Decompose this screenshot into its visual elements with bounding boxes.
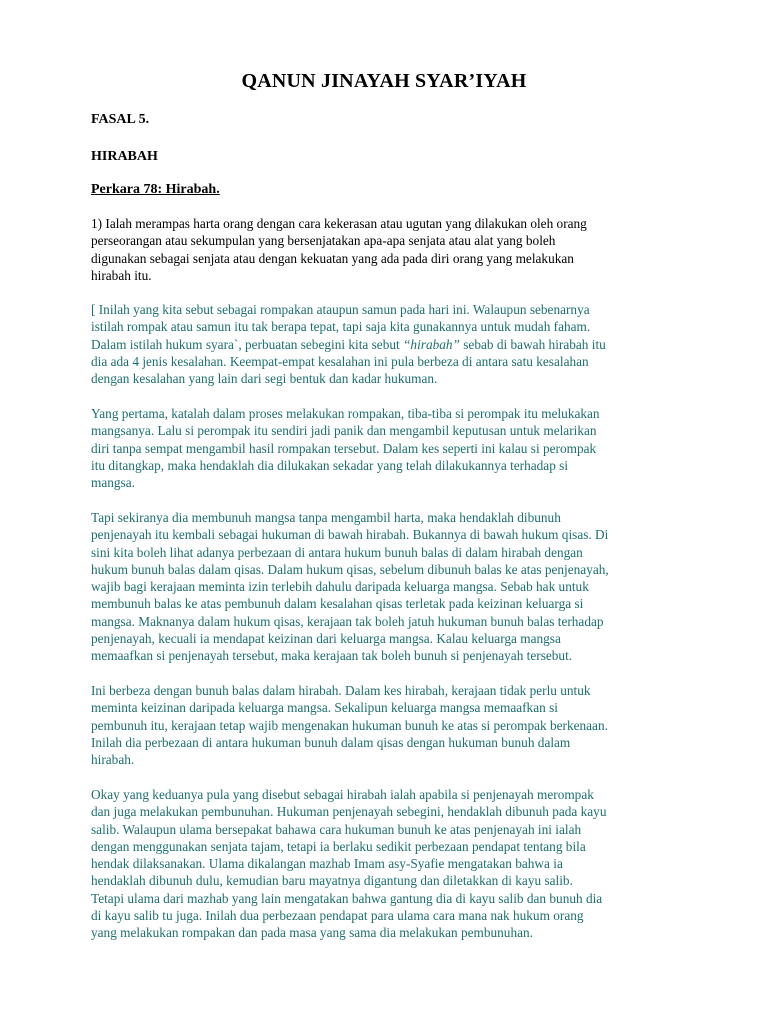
commentary-paragraph bbox=[91, 786, 691, 942]
text-line: [ Inilah yang kita sebut sebagai rompakan ataupun samun pada hari ini. Walaupun sebenarnya bbox=[91, 302, 590, 317]
text-line: yang melakukan rompakan dan pada masa yang sama dia melakukan pembunuhan. bbox=[91, 925, 533, 941]
text-line: hendak dilaksanakan. Ulama dikalangan mazhab Imam asy-Syafie mengatakan bahwa ia bbox=[91, 856, 563, 872]
text-line: hirabah itu. bbox=[91, 267, 152, 283]
text-line: istilah rompak atau samun itu tak berapa tepat, tapi saja kita gunakannya untuk mudah faham. bbox=[91, 319, 591, 335]
text-line: dengan menggunakan senjata tajam, tetapi ia berlaku sedikit perbezaan pendapat tentang bila bbox=[91, 838, 586, 854]
text-line: di kayu salib tu juga. Inilah dua perbezaan pendapat para ulama cara mana nak hukum orang bbox=[91, 908, 584, 924]
text-line: wajib bagi kerajaan meminta izin terlebih dahulu daripada keluarga mangsa. Sebab hak untuk bbox=[91, 579, 589, 595]
text-line: dengan kesalahan yang lain dari segi bentuk dan kadar hukuman. bbox=[91, 371, 438, 387]
text-line: itu ditangkap, maka hendaklah dia dilukakan sekadar yang telah dilakukannya terhadap si bbox=[91, 457, 569, 473]
text-line: mangsa. Maknanya dalam hukum qisas, kerajaan tak boleh jatuh hukuman bunuh balas terhadap bbox=[91, 613, 604, 629]
text-line: dia ada 4 jenis kesalahan. Keempat-empat kesalahan ini pula berbeza di antara satu kesalahan bbox=[91, 353, 589, 369]
text-line: mangsa. bbox=[91, 475, 135, 491]
text-line: Okay yang keduanya pula yang disebut sebagai hirabah ialah apabila si penjenayah merompak bbox=[91, 787, 594, 802]
text-line: hukum bunuh balas dalam qisas. Dalam hukum qisas, sebelum dibunuh balas ke atas penjenayah, bbox=[91, 561, 609, 577]
text-line: Yang pertama, katalah dalam proses melakukan rompakan, tiba-tiba si perompak itu melukakan bbox=[91, 406, 600, 421]
text-line: meminta keizinan daripada keluarga mangsa. Sekalipun keluarga mangsa memaafkan si bbox=[91, 700, 558, 716]
text-line: hirabah. bbox=[91, 752, 135, 768]
text-line: mangsanya. Lalu si perompak itu sendiri jadi panik dan mengambil keputusan untuk melarikan bbox=[91, 423, 597, 439]
text-line: Tapi sekiranya dia membunuh mangsa tanpa mengambil harta, maka hendaklah dibunuh bbox=[91, 510, 561, 525]
chapter-heading: FASAL 5. bbox=[91, 112, 150, 127]
text-line: Dalam istilah hukum syara`, perbuatan sebegini kita sebut “hirabah” sebab di bawah hirabah itu bbox=[91, 336, 606, 352]
text-line: digunakan sebagai senjata atau dengan kekuatan yang ada pada diri orang yang melakukan bbox=[91, 250, 574, 266]
text-line: sini kita boleh lihat adanya perbezaan di antara hukum bunuh balas di dalam hirabah dengan bbox=[91, 544, 583, 560]
text-line: Ini berbeza dengan bunuh balas dalam hirabah. Dalam kes hirabah, kerajaan tidak perlu untuk bbox=[91, 683, 591, 698]
text-line: dan juga melakukan pembunuhan. Hukuman penjenayah sebegini, hendaklah dibunuh pada kayu bbox=[91, 804, 607, 820]
text-line: perseorangan atau sekumpulan yang bersenjatakan apa-apa senjata atau alat yang boleh bbox=[91, 233, 556, 249]
section-heading: HIRABAH bbox=[91, 149, 158, 164]
text-line: diri tanpa sempat mengambil hasil rompakan tersebut. Dalam kes seperti ini kalau si perompak bbox=[91, 440, 597, 456]
text-line: Inilah dia perbezaan di antara hukuman bunuh dalam qisas dengan hukuman bunuh dalam bbox=[91, 734, 571, 750]
commentary-paragraph bbox=[91, 509, 691, 665]
text-line: penjenayah itu kembali sebagai hukuman di bawah hirabah. Bukannya di bawah hukum qisas. Di bbox=[91, 527, 609, 543]
text-line: Tetapi ulama dari mazhab yang lain mengatakan bahwa gantung dia di kayu salib dan bunuh dia bbox=[91, 890, 603, 906]
text-line: memaafkan si penjenayah tersebut, maka kerajaan tak boleh bunuh si penjenayah tersebut. bbox=[91, 648, 573, 664]
emphasized-term: “hirabah” bbox=[403, 336, 460, 352]
article-heading: Perkara 78: Hirabah. bbox=[91, 182, 220, 197]
text-line: hendaklah dibunuh dulu, kemudian baru mayatnya digantung dan diletakkan di kayu salib. bbox=[91, 873, 573, 889]
text-line: membunuh balas ke atas pembunuh dalam kesalahan qisas terletak pada keizinan keluarga si bbox=[91, 596, 584, 612]
article-text bbox=[91, 215, 691, 284]
page-title: QANUN JINAYAH SYAR’IYAH bbox=[241, 70, 527, 92]
text-line: penjenayah, kecuali ia mendapat keizinan dari keluarga mangsa. Kalau keluarga mangsa bbox=[91, 631, 561, 647]
text-line: 1) Ialah merampas harta orang dengan cara kekerasan atau ugutan yang dilakukan oleh orang bbox=[91, 216, 587, 231]
text-line: salib. Walaupun ulama bersepakat bahawa cara hukuman bunuh ke atas penjenayah ini ialah bbox=[91, 821, 582, 837]
commentary-paragraph bbox=[91, 682, 691, 768]
commentary-paragraph bbox=[91, 405, 691, 491]
text-line: pembunuh itu, kerajaan tetap wajib mengenakan hukuman bunuh ke atas si perompak berkenaan. bbox=[91, 717, 608, 733]
commentary-paragraph bbox=[91, 301, 691, 387]
